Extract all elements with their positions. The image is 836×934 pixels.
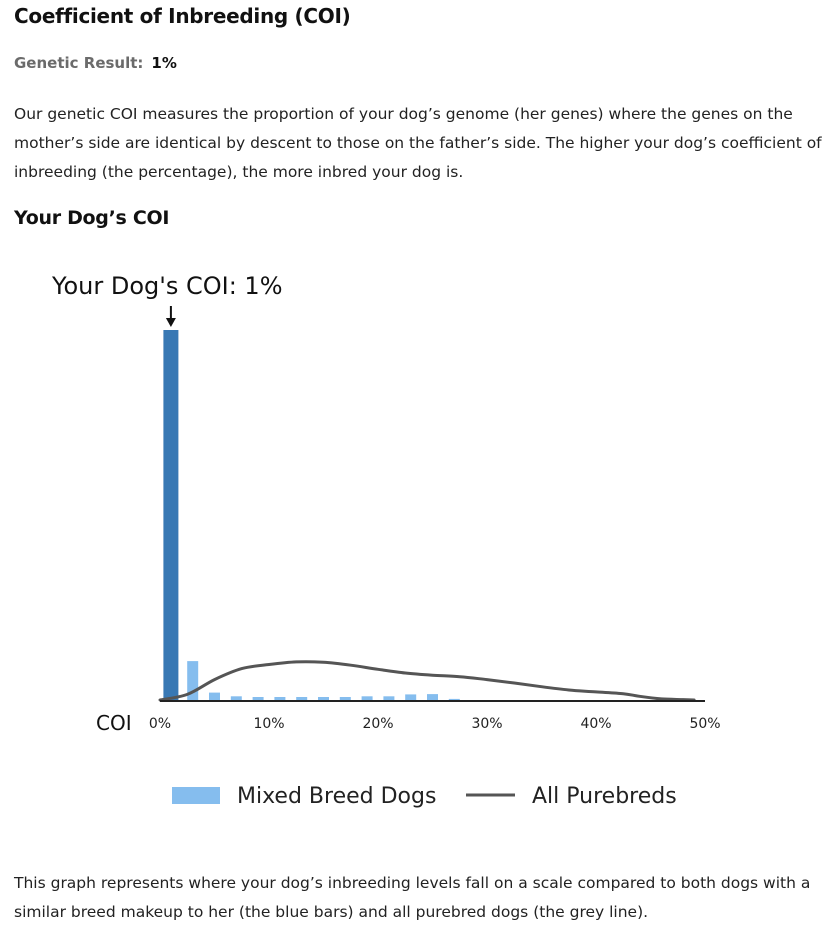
- x-tick-label: 20%: [362, 716, 394, 732]
- dog-coi-bar: [163, 330, 178, 700]
- legend: [172, 784, 677, 809]
- genetic-result-value: 1%: [151, 54, 177, 72]
- x-tick-labels: [149, 716, 721, 732]
- coi-description: Our genetic COI measures the proportion of your dog’s genome (her genes) where the genes on the mother’s side are identical by descent to those on the father’s side. The higher your dog’s coefficient of inbreeding (the percentage), the more inbred your dog is.: [14, 105, 822, 181]
- mixed-breed-bar: [253, 697, 264, 700]
- mixed-breed-bar: [427, 694, 438, 700]
- x-tick-label: 50%: [689, 716, 721, 732]
- x-tick-label: 30%: [471, 716, 503, 732]
- x-tick-label: 10%: [253, 716, 285, 732]
- x-axis-label: COI: [96, 711, 132, 735]
- x-tick-label: 0%: [148, 716, 172, 732]
- mixed-breed-bar: [318, 697, 329, 700]
- page-title: Coefficient of Inbreeding (COI): [14, 4, 351, 28]
- mixed-breed-bar: [231, 696, 242, 700]
- mixed-breed-bars: [163, 330, 459, 700]
- mixed-breed-bar: [274, 697, 285, 700]
- dog-coi-arrow: [166, 306, 176, 327]
- mixed-breed-bar: [340, 697, 351, 700]
- mixed-breed-bar: [209, 693, 220, 700]
- section-title: Your Dog’s COI: [14, 207, 170, 229]
- legend-label-mixed: Mixed Breed Dogs: [237, 784, 437, 809]
- mixed-breed-bar: [362, 696, 373, 700]
- dog-coi-annotation: Your Dog's COI: 1%: [52, 272, 283, 300]
- genetic-result: [14, 54, 177, 72]
- legend-label-purebred: All Purebreds: [532, 784, 677, 809]
- x-tick-label: 40%: [580, 716, 612, 732]
- mixed-breed-bar: [296, 697, 307, 700]
- mixed-breed-bar: [383, 696, 394, 700]
- mixed-breed-bar: [449, 699, 460, 700]
- legend-swatch-mixed: [172, 787, 220, 804]
- genetic-result-label: Genetic Result:: [14, 54, 144, 72]
- mixed-breed-bar: [405, 694, 416, 700]
- coi-chart: [0, 250, 836, 840]
- chart-explanation: This graph represents where your dog’s inbreeding levels fall on a scale compared to both dogs with a similar breed makeup to her (the blue bars) and all purebred dogs (the grey line).: [14, 874, 811, 921]
